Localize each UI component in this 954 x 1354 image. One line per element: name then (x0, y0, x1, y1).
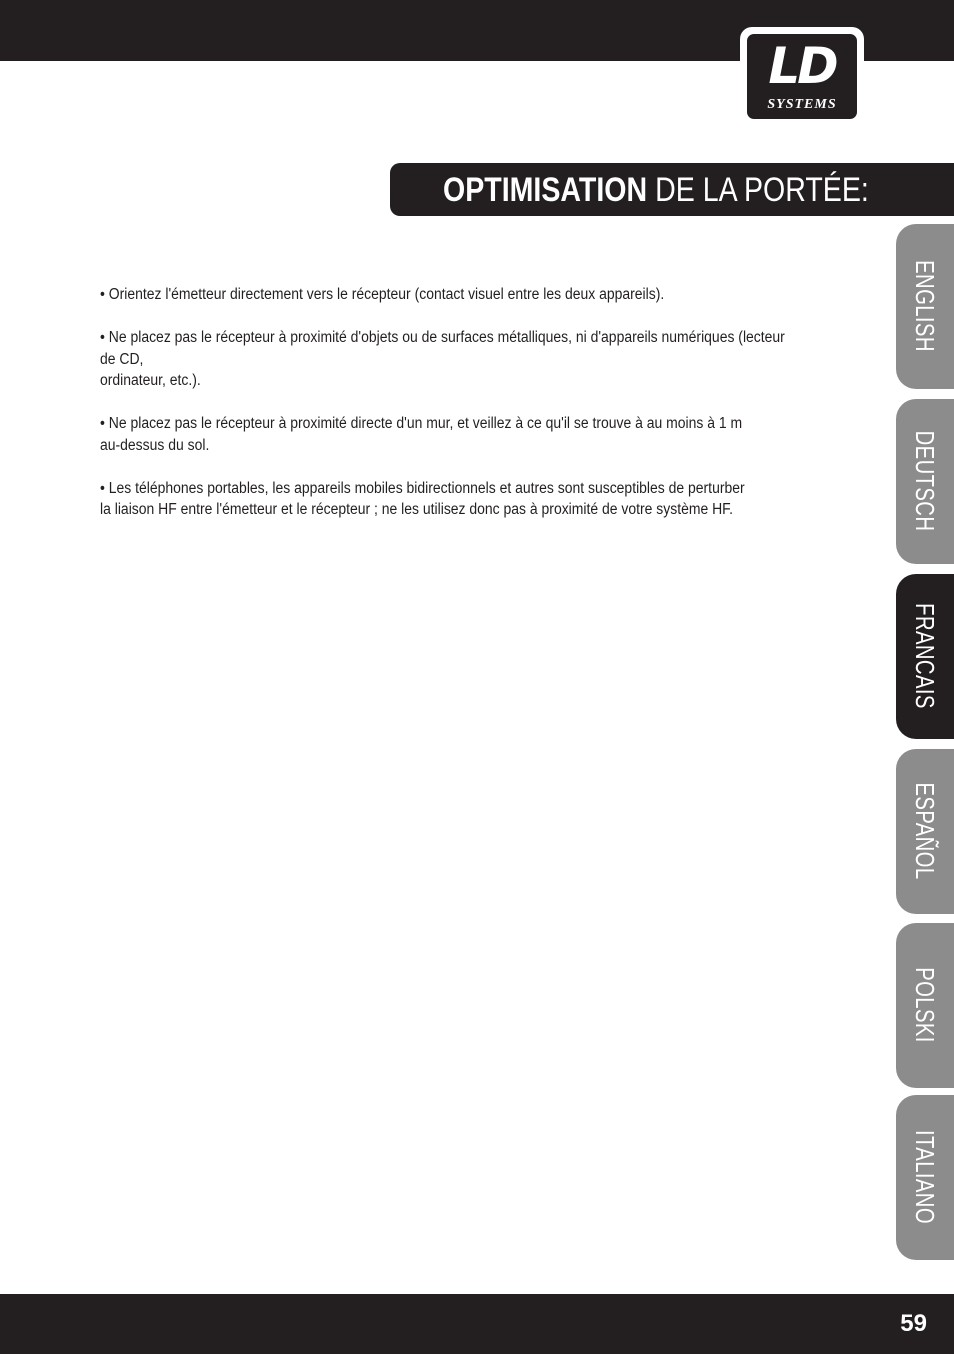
paragraph-1 (100, 284, 859, 306)
logo-badge (745, 32, 859, 121)
paragraph-line: • Ne placez pas le récepteur à proximité directe d'un mur, et veillez à ce qu'il se trouve à au moins à 1 m (100, 415, 743, 432)
paragraph-line: • Orientez l'émetteur directement vers le récepteur (contact visuel entre les deux appareils). (100, 286, 665, 303)
paragraph-line: de CD, (100, 350, 144, 368)
logo-mark: LD (768, 37, 836, 95)
tab-label: FRANCAIS (910, 603, 940, 709)
section-title-bar (390, 163, 954, 216)
tab-english[interactable] (896, 224, 954, 389)
tab-polski[interactable] (896, 923, 954, 1088)
tab-label: ENGLISH (910, 260, 940, 352)
ld-systems-logo (740, 27, 864, 126)
logo-subtitle: SYSTEMS (767, 97, 837, 112)
paragraph-line: ordinateur, etc.). (100, 372, 201, 389)
tab-label: DEUTSCH (910, 430, 940, 532)
paragraph-4 (100, 478, 859, 521)
page-number: 59 (900, 1310, 927, 1337)
tab-label: ITALIANO (910, 1129, 940, 1225)
paragraph-line: • Ne placez pas le récepteur à proximité d'objets ou de surfaces métalliques, ni d'appareils numériques (lecteur (100, 329, 785, 346)
tab-italiano[interactable] (896, 1095, 954, 1260)
paragraph-line: • Les téléphones portables, les appareils mobiles bidirectionnels et autres sont susceptibles de perturber (100, 479, 745, 497)
paragraph-line: au-dessus du sol. (100, 436, 210, 454)
tab-label: POLSKI (910, 967, 940, 1043)
paragraph-line: la liaison HF entre l'émetteur et le récepteur ; ne les utilisez donc pas à proximité de votre système HF. (100, 501, 734, 518)
tab-espanol[interactable] (896, 749, 954, 914)
paragraph-3 (100, 413, 859, 456)
tab-deutsch[interactable] (896, 399, 954, 564)
section-title (443, 169, 869, 211)
title-rest: DE LA PORTÉE: (655, 171, 869, 209)
paragraph-2 (100, 327, 859, 392)
title-bold: OPTIMISATION (443, 171, 648, 209)
footer-bar (0, 1294, 954, 1354)
body-text (100, 284, 860, 542)
tab-francais[interactable] (896, 574, 954, 739)
tab-label: ESPAÑOL (910, 782, 940, 880)
